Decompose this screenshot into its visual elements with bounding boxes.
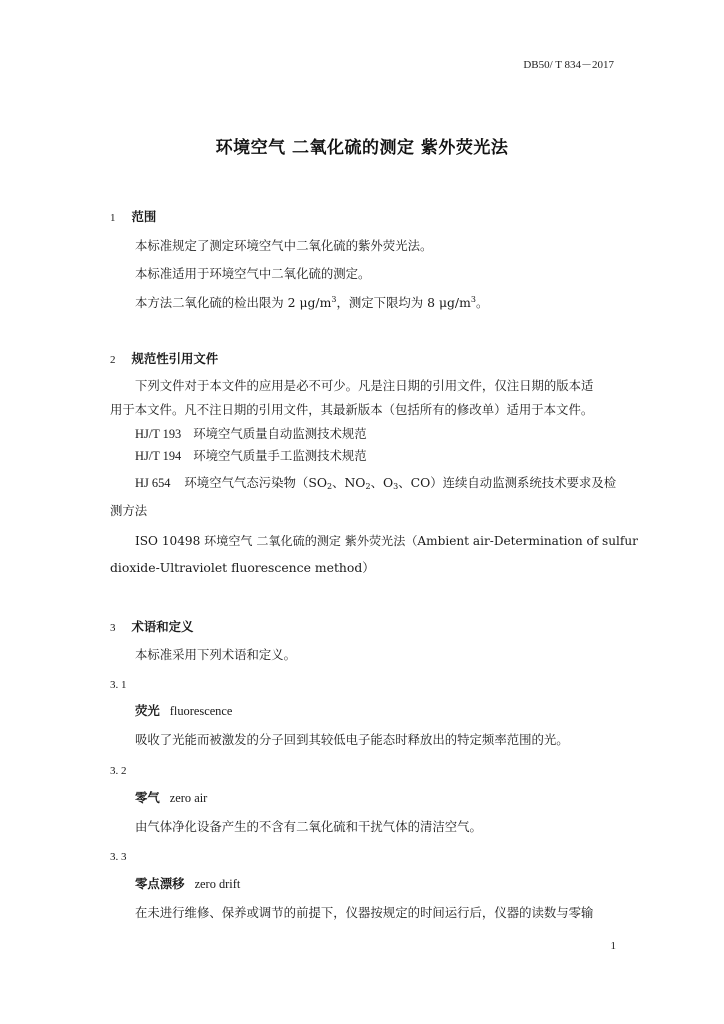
- section-number: 1: [110, 212, 116, 224]
- paragraph: 本标准规定了测定环境空气中二氧化硫的紫外荧光法。: [135, 238, 433, 253]
- text-run: 。: [475, 295, 489, 310]
- paragraph-line: dioxide-Ultraviolet fluorescence method）: [110, 560, 375, 575]
- term-definition: 由气体净化设备产生的不含有二氧化硫和干扰气体的清洁空气。: [135, 819, 482, 834]
- term-chinese: 零点漂移: [135, 876, 185, 891]
- section-3-heading: [110, 619, 193, 636]
- paragraph: [135, 295, 488, 311]
- reference-item: [135, 448, 367, 464]
- document-title: 环境空气 二氧化硫的测定 紫外荧光法: [215, 138, 509, 158]
- term-chinese: 荧光: [135, 703, 160, 718]
- term-heading: [135, 790, 207, 806]
- paragraph: 本标准采用下列术语和定义。: [135, 647, 297, 662]
- superscript: 3: [470, 295, 476, 304]
- reference-title: 环境空气质量自动监测技术规范: [193, 426, 367, 441]
- text-run: 、NO: [332, 475, 366, 490]
- reference-item: [135, 426, 367, 442]
- paragraph-line: 用于本文件。凡不注日期的引用文件，其最新版本（包括所有的修改单）适用于本文件。: [110, 402, 594, 417]
- section-title: 范围: [131, 209, 157, 224]
- section-title: 术语和定义: [131, 619, 194, 634]
- document-code: DB50/ T 834－2017: [523, 59, 614, 71]
- reference-code: HJ 654: [135, 476, 171, 490]
- subscript: 2: [365, 482, 371, 491]
- text-run: ，测定下限均为 8 μg/m: [336, 295, 471, 310]
- term-english: zero air: [169, 791, 208, 805]
- reference-code: HJ/T 193: [135, 427, 182, 441]
- subscript: 3: [393, 482, 399, 491]
- superscript: 3: [331, 295, 337, 304]
- subscript: 2: [326, 482, 333, 491]
- paragraph: 本标准适用于环境空气中二氧化硫的测定。: [135, 266, 371, 281]
- term-definition: 在未进行维修、保养或调节的前提下，仪器按规定的时间运行后，仪器的读数与零输: [135, 905, 594, 920]
- page-number: 1: [610, 940, 616, 952]
- term-number: 3. 2: [110, 765, 127, 777]
- term-number: 3. 3: [110, 851, 127, 863]
- reference-item: [135, 475, 616, 491]
- term-chinese: 零气: [135, 790, 160, 805]
- term-english: fluorescence: [169, 704, 233, 718]
- section-1-heading: [110, 209, 156, 226]
- text-run: 、O: [370, 475, 394, 490]
- term-english: zero drift: [194, 877, 241, 891]
- text-run: 、CO）连续自动监测系统技术要求及检: [398, 475, 617, 490]
- text-run: 环境空气气态污染物（SO: [184, 475, 327, 490]
- section-number: 3: [110, 622, 116, 634]
- term-heading: [135, 703, 232, 719]
- term-definition: 吸收了光能而被激发的分子回到其较低电子能态时释放出的特定频率范围的光。: [135, 732, 569, 747]
- paragraph-line: 测方法: [110, 503, 148, 518]
- reference-item: ISO 10498 环境空气 二氧化硫的测定 紫外荧光法（Ambient air-Determination of sulfur: [135, 534, 638, 548]
- reference-title: 环境空气质量手工监测技术规范: [193, 448, 367, 463]
- term-number: 3. 1: [110, 679, 127, 691]
- text-run: 本方法二氧化硫的检出限为 2 μg/m: [135, 295, 332, 310]
- section-number: 2: [110, 354, 116, 366]
- section-2-heading: [110, 351, 218, 368]
- section-title: 规范性引用文件: [131, 351, 219, 366]
- reference-code: HJ/T 194: [135, 449, 182, 463]
- paragraph-line: 下列文件对于本文件的应用是必不可少。凡是注日期的引用文件，仅注日期的版本适: [135, 378, 594, 393]
- term-heading: [135, 876, 240, 892]
